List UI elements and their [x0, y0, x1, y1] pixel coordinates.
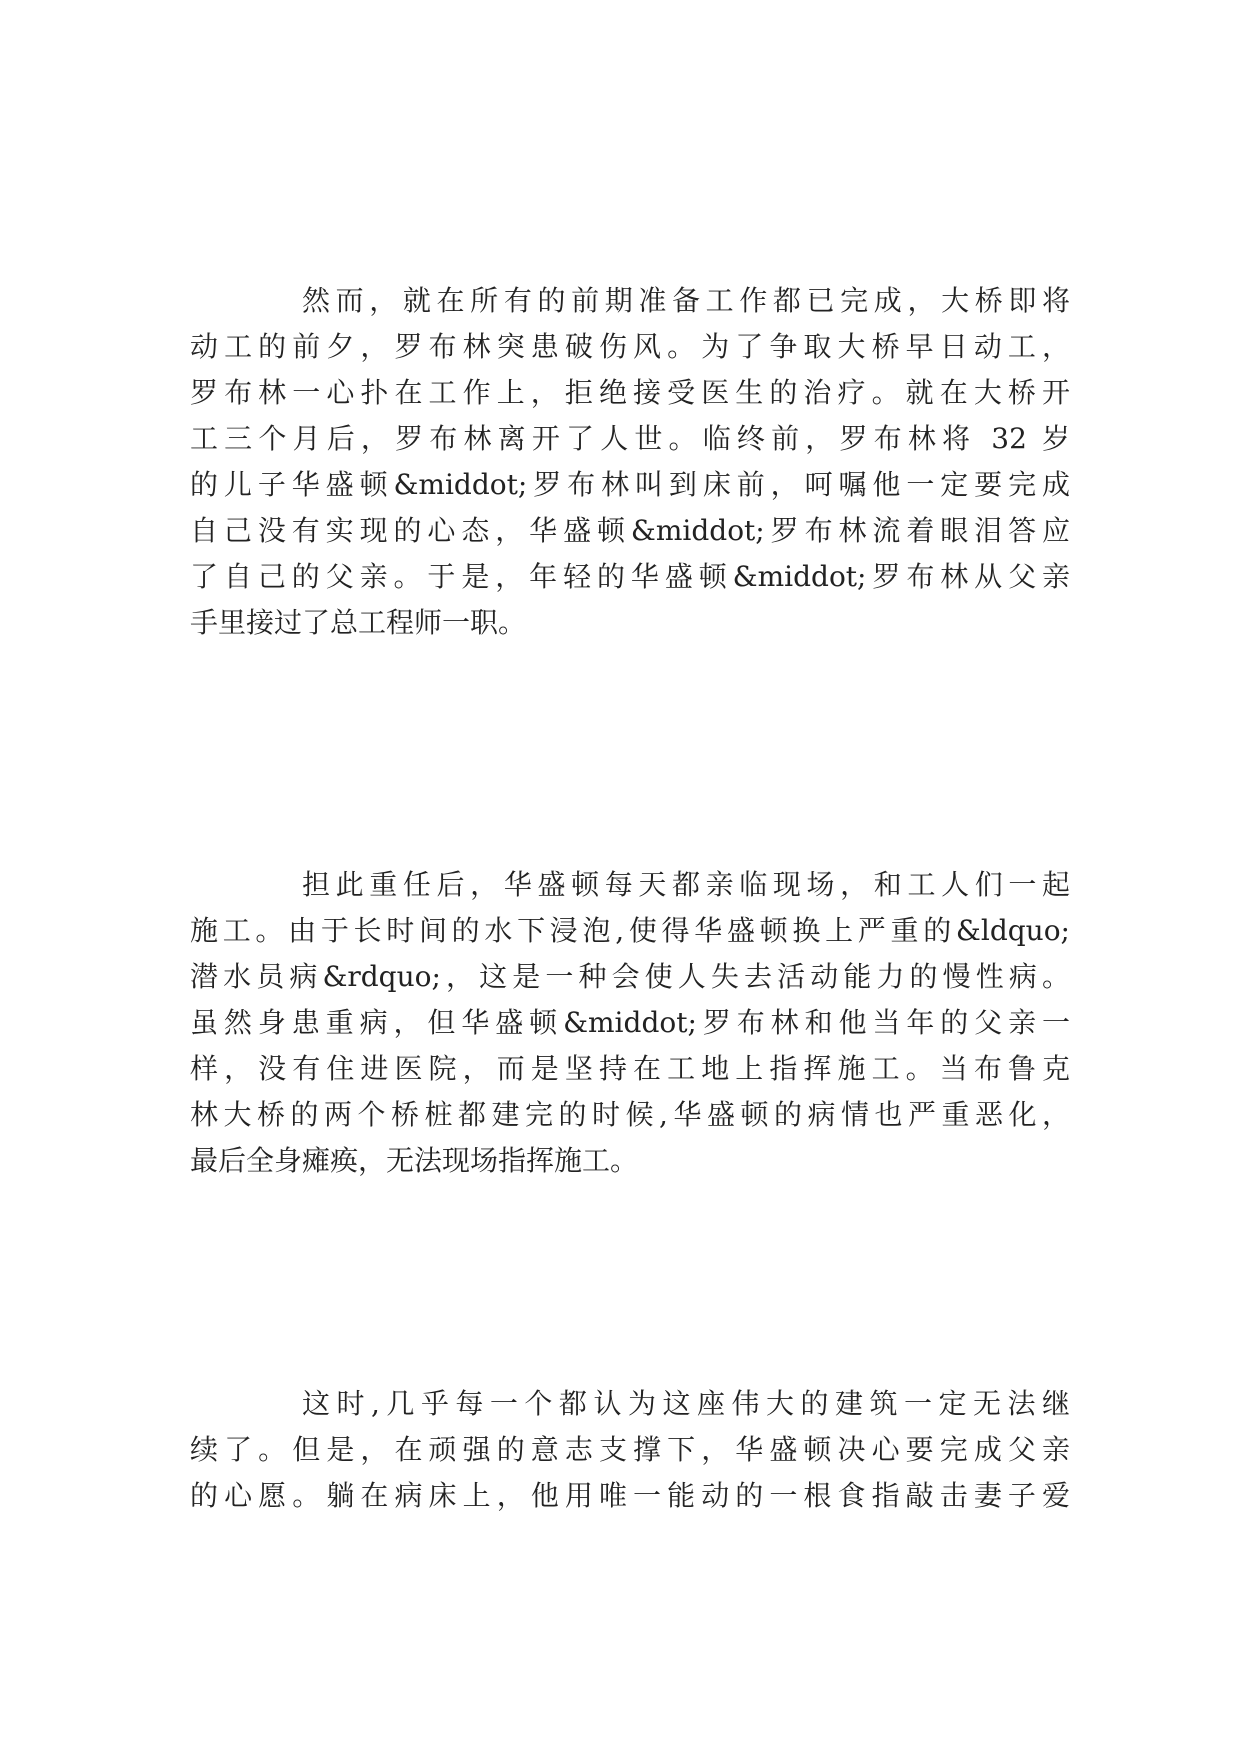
text-line: 潜水员病&rdquo;，这是一种会使人失去活动能力的慢性病。	[190, 960, 1070, 993]
paragraph-2	[190, 862, 1070, 1184]
paragraph-3	[190, 1381, 1070, 1519]
text-line: 了自己的父亲。于是，年轻的华盛顿&middot;罗布林从父亲	[190, 560, 1070, 593]
text-line: 施工。由于长时间的水下浸泡,使得华盛顿换上严重的&ldquo;	[190, 914, 1070, 947]
text-line: 罗布林一心扑在工作上，拒绝接受医生的治疗。就在大桥开	[190, 376, 1070, 409]
text-line: 的儿子华盛顿&middot;罗布林叫到床前，呵嘱他一定要完成	[190, 468, 1070, 501]
text-line: 动工的前夕，罗布林突患破伤风。为了争取大桥早日动工，	[190, 330, 1070, 363]
text-line: 自己没有实现的心态，华盛顿&middot;罗布林流着眼泪答应	[190, 514, 1070, 547]
text-line: 手里接过了总工程师一职。	[190, 606, 527, 639]
text-line: 这时,几乎每一个都认为这座伟大的建筑一定无法继	[302, 1387, 1070, 1420]
text-line: 的心愿。躺在病床上，他用唯一能动的一根食指敲击妻子爱	[190, 1479, 1070, 1512]
text-line: 林大桥的两个桥桩都建完的时候,华盛顿的病情也严重恶化，	[190, 1098, 1070, 1131]
paragraph-1	[190, 278, 1070, 646]
text-line: 最后全身瘫痪，无法现场指挥施工。	[190, 1144, 639, 1177]
text-line: 担此重任后，华盛顿每天都亲临现场，和工人们一起	[302, 868, 1070, 901]
text-line: 虽然身患重病，但华盛顿&middot;罗布林和他当年的父亲一	[190, 1006, 1070, 1039]
text-line: 续了。但是，在顽强的意志支撑下，华盛顿决心要完成父亲	[190, 1433, 1070, 1466]
text-line: 工三个月后，罗布林离开了人世。临终前，罗布林将 32 岁	[190, 422, 1070, 455]
text-line: 然而，就在所有的前期准备工作都已完成，大桥即将	[302, 284, 1070, 317]
text-line: 样，没有住进医院，而是坚持在工地上指挥施工。当布鲁克	[190, 1052, 1070, 1085]
